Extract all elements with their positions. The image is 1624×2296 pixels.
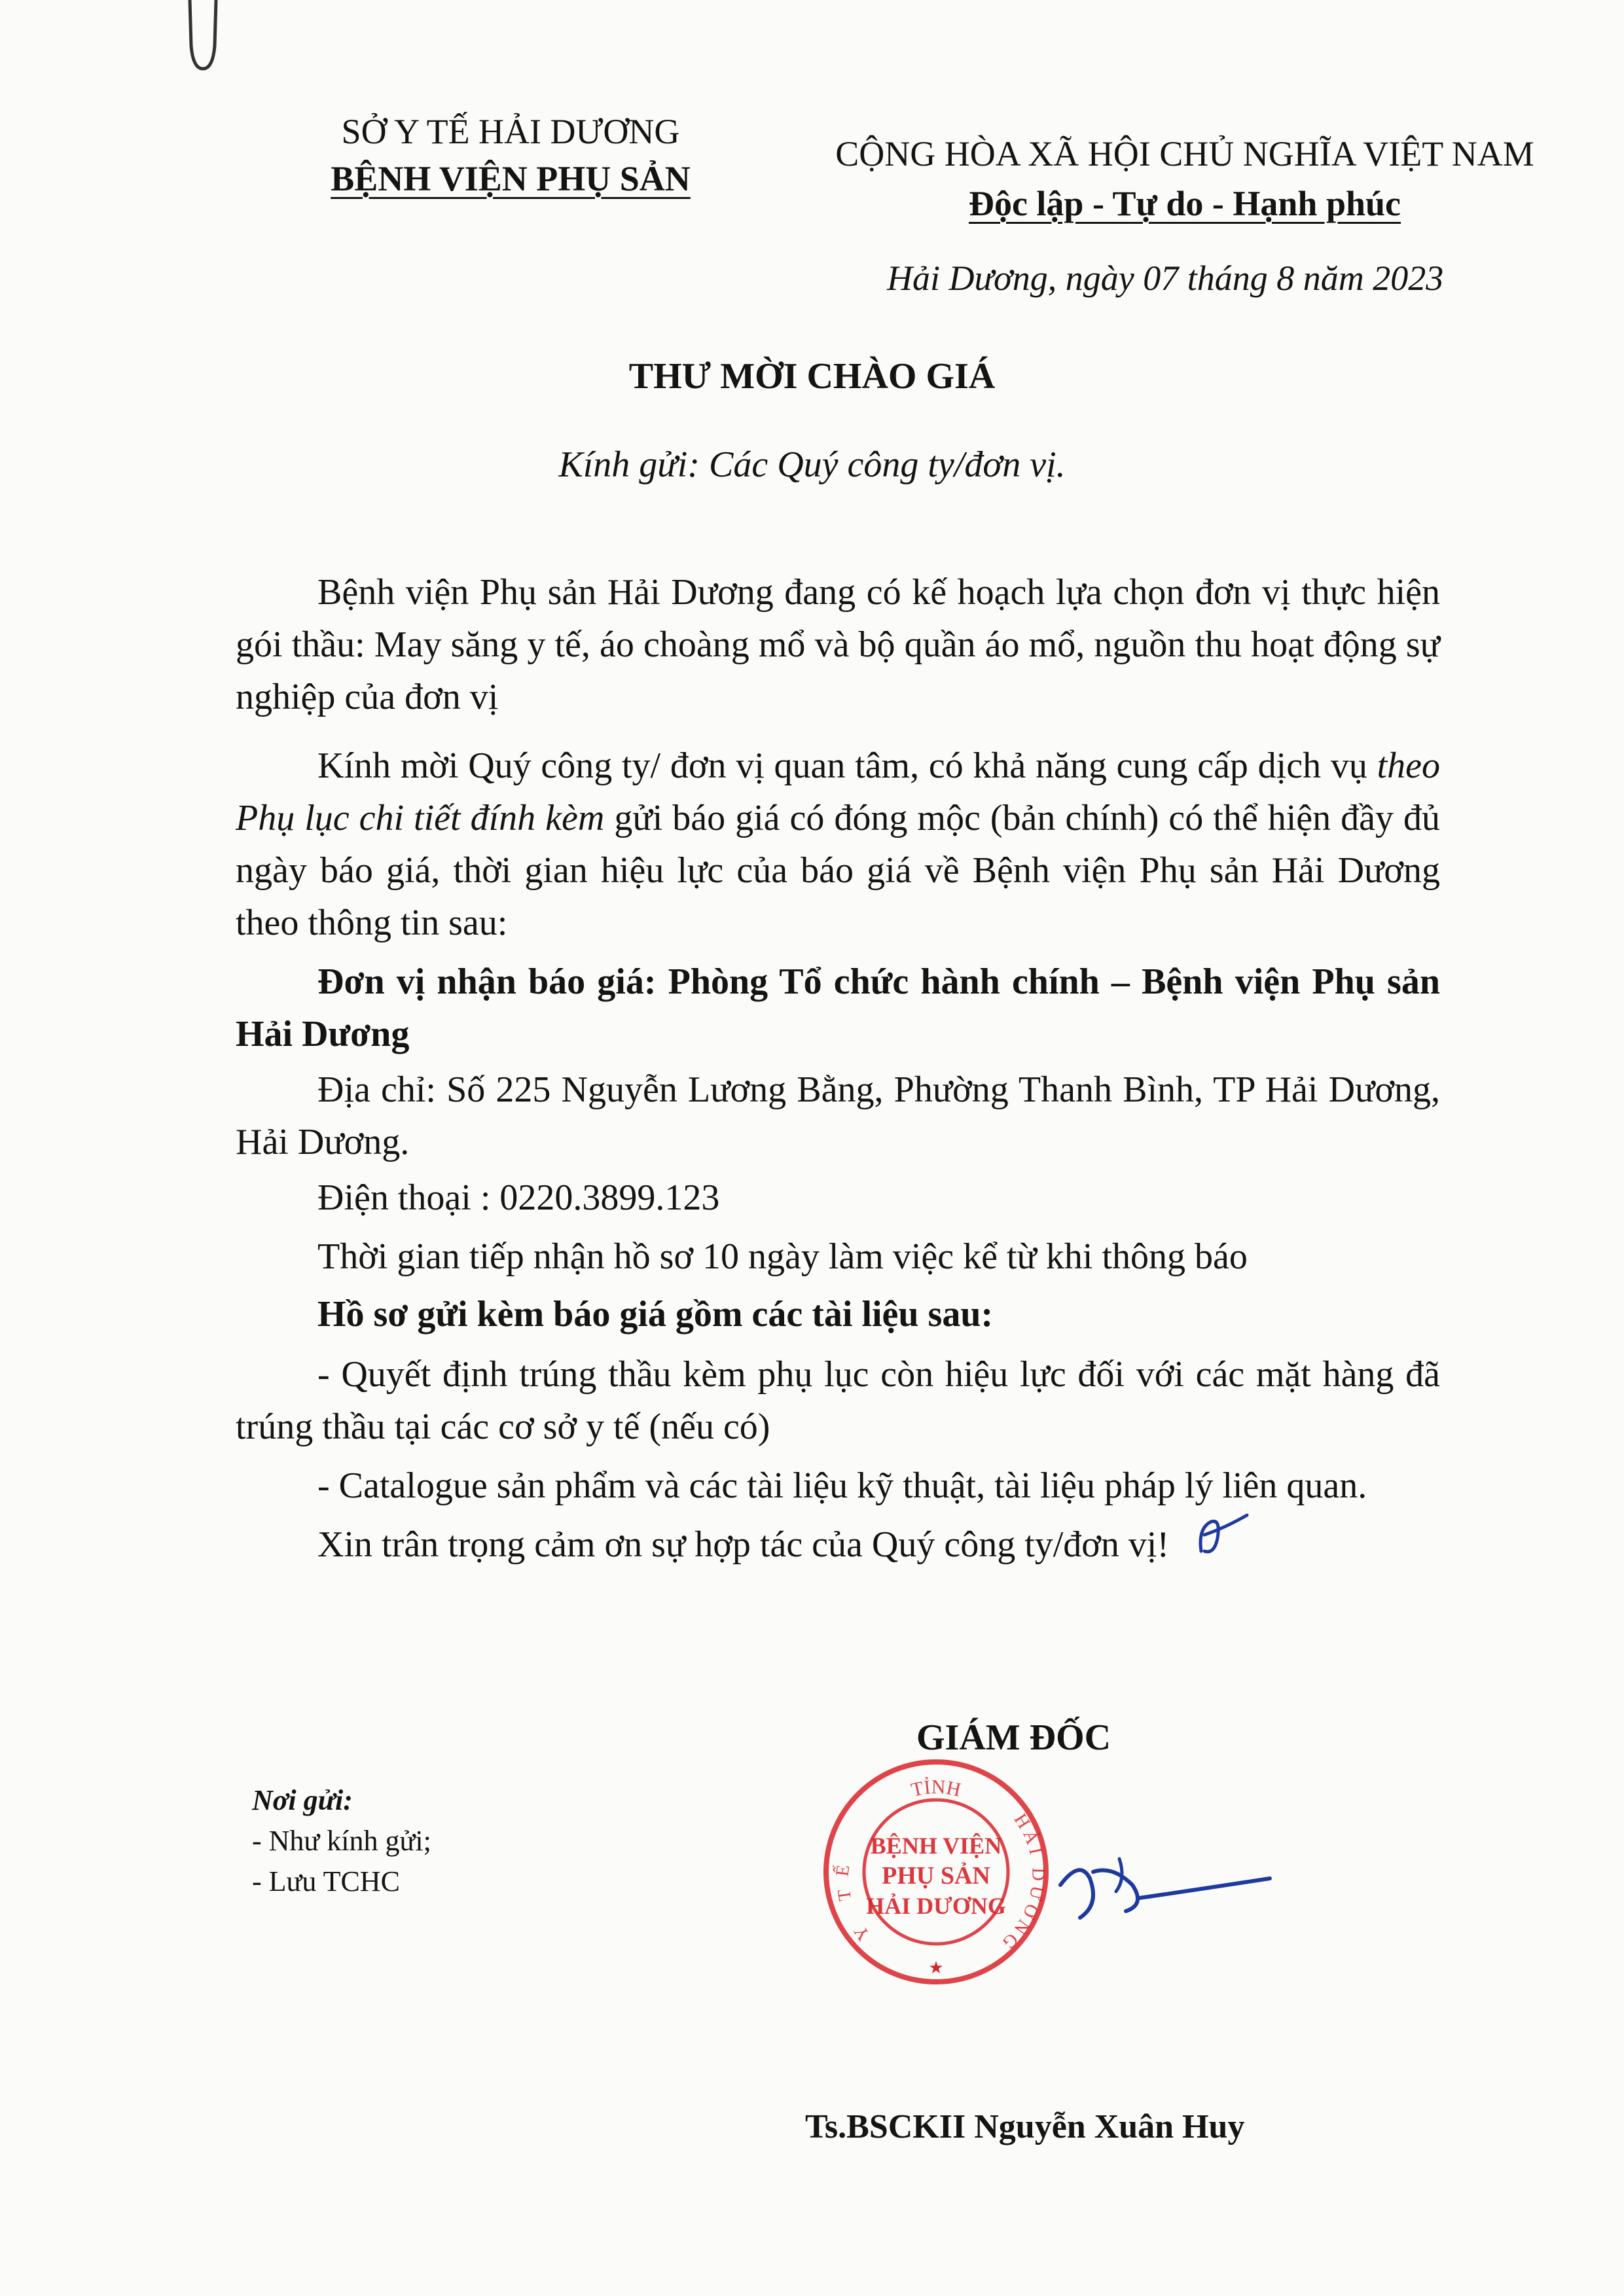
stamp-line-1: BỆNH VIỆN — [870, 1833, 1002, 1859]
signatory-role: GIÁM ĐỐC — [916, 1717, 1111, 1758]
document-title: THƯ MỜI CHÀO GIÁ — [628, 356, 996, 397]
recipients-heading: Nơi gửi: — [252, 1784, 353, 1816]
invitation-paragraph — [236, 740, 1440, 949]
signatory-name: Ts.BSCKII Nguyễn Xuân Huy — [805, 2108, 1245, 2145]
salutation: Kính gửi: Các Quý công ty/đơn vị. — [558, 444, 1066, 485]
stamp-star-icon: ★ — [928, 1958, 944, 1977]
document-item-2: - Catalogue sản phẩm và các tài liệu kỹ thuật, tài liệu pháp lý liên quan. — [317, 1465, 1367, 1506]
department-name: SỞ Y TẾ HẢI DƯƠNG — [341, 112, 680, 151]
recipient-unit: Đơn vị nhận báo giá: Phòng Tổ chức hành chính – Bệnh viện Phụ sản Hải Dương — [236, 961, 1440, 1054]
handwritten-initial — [1191, 1505, 1250, 1564]
document-item-1: - Quyết định trúng thầu kèm phụ lục còn hiệu lực đối với các mặt hàng đã trúng thầu tại các cơ sở y tế (nếu có) — [236, 1354, 1440, 1447]
handwritten-signature — [1054, 1846, 1276, 1937]
stamp-line-3: HẢI DƯƠNG — [866, 1893, 1006, 1919]
phone-number: Điện thoại : 0220.3899.123 — [317, 1177, 720, 1218]
paper-clip-mark — [177, 0, 229, 79]
stamp-top-arc: TỈNH — [909, 1776, 963, 1801]
address: Địa chỉ: Số 225 Nguyễn Lương Bằng, Phường Thanh Bình, TP Hải Dương, Hải Dương. — [236, 1069, 1440, 1162]
national-motto: Độc lập - Tự do - Hạnh phúc — [968, 184, 1401, 223]
invitation-text-end: gửi báo giá có đóng mộc (bản chính) có thể hiện đầy đủ ngày báo giá, thời gian hiệu lực của báo giá về Bệnh viện Phụ sản Hải Dương theo thông tin sau: — [236, 798, 1441, 943]
official-stamp — [818, 1754, 1054, 1990]
stamp-line-2: PHỤ SẢN — [882, 1862, 990, 1890]
hospital-name: BỆNH VIỆN PHỤ SẢN — [331, 159, 691, 198]
stamp-left-arc: Y TẾ — [832, 1852, 875, 1945]
country-name: CỘNG HÒA XÃ HỘI CHỦ NGHĨA VIỆT NAM — [835, 134, 1534, 173]
document-date: Hải Dương, ngày 07 tháng 8 năm 2023 — [887, 259, 1444, 298]
stamp-right-arc: HẢI DƯƠNG — [995, 1810, 1049, 1956]
recipient-item: - Như kính gửi; — [252, 1825, 431, 1857]
closing-line: Xin trân trọng cảm ơn sự hợp tác của Quý công ty/đơn vị! — [317, 1524, 1170, 1565]
svg-text:TỈNH — [909, 1776, 963, 1801]
appendix-reference: theo Phụ lục chi tiết đính kèm — [236, 745, 1440, 838]
intro-paragraph: Bệnh viện Phụ sản Hải Dương đang có kế hoạch lựa chọn đơn vị thực hiện gói thầu: May săng y tế, áo choàng mổ và bộ quần áo mổ, nguồn thu hoạt động sự nghiệp của đơn vị — [236, 572, 1440, 717]
submission-deadline: Thời gian tiếp nhận hồ sơ 10 ngày làm việc kể từ khi thông báo — [317, 1236, 1248, 1277]
header-right — [805, 128, 1564, 227]
header-left — [281, 108, 740, 202]
recipient-item: - Lưu TCHC — [252, 1865, 400, 1897]
invitation-text-start: Kính mời Quý công ty/ đơn vị quan tâm, có khả năng cung cấp dịch vụ — [317, 745, 1367, 786]
documents-heading: Hồ sơ gửi kèm báo giá gồm các tài liệu sau: — [317, 1294, 994, 1335]
recipients-list — [252, 1780, 431, 1902]
